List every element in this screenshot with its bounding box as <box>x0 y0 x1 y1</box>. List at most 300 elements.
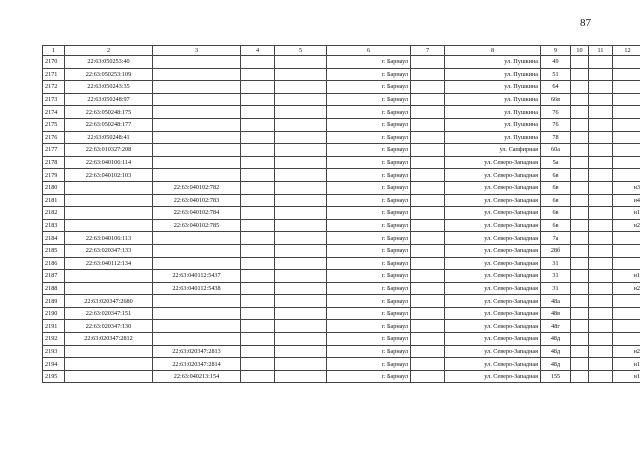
street-cell: ул. Северо-Западная <box>445 282 541 295</box>
table-row <box>43 257 640 270</box>
empty-cell <box>275 194 327 207</box>
empty-cell <box>571 68 589 81</box>
empty-cell <box>571 320 589 333</box>
premises-cell <box>613 244 640 257</box>
premises-cadastral-cell <box>153 93 241 106</box>
empty-cell <box>275 181 327 194</box>
empty-cell <box>275 295 327 308</box>
empty-cell <box>411 232 445 245</box>
street-cell: ул. Северо-Западная <box>445 181 541 194</box>
row-number: 2194 <box>43 358 65 371</box>
empty-cell <box>411 194 445 207</box>
empty-cell <box>241 345 275 358</box>
empty-cell <box>411 257 445 270</box>
empty-cell <box>589 358 613 371</box>
premises-cadastral-cell <box>153 81 241 94</box>
street-cell: ул. Сапфирная <box>445 144 541 157</box>
empty-cell <box>571 194 589 207</box>
cadastral-number-cell: 22:63:050253:109 <box>65 68 153 81</box>
empty-cell <box>275 56 327 69</box>
column-header: 8 <box>445 46 541 56</box>
city-cell: г. Барнаул <box>327 181 411 194</box>
column-header: 9 <box>541 46 571 56</box>
empty-cell <box>275 207 327 220</box>
house-number-cell: 51 <box>541 68 571 81</box>
house-number-cell: 5а <box>541 156 571 169</box>
street-cell: ул. Северо-Западная <box>445 345 541 358</box>
column-header: 1 <box>43 46 65 56</box>
empty-cell <box>241 207 275 220</box>
street-cell: ул. Пушкина <box>445 93 541 106</box>
empty-cell <box>275 307 327 320</box>
empty-cell <box>571 232 589 245</box>
premises-cell: н1 <box>613 207 640 220</box>
empty-cell <box>589 81 613 94</box>
house-number-cell: 6в <box>541 207 571 220</box>
city-cell: г. Барнаул <box>327 81 411 94</box>
empty-cell <box>589 320 613 333</box>
premises-cell <box>613 307 640 320</box>
city-cell: г. Барнаул <box>327 207 411 220</box>
empty-cell <box>275 118 327 131</box>
empty-cell <box>275 156 327 169</box>
cadastral-number-cell: 22:63:040106:113 <box>65 232 153 245</box>
empty-cell <box>275 144 327 157</box>
empty-cell <box>411 93 445 106</box>
street-cell: ул. Северо-Западная <box>445 244 541 257</box>
street-cell: ул. Пушкина <box>445 106 541 119</box>
premises-cell: н3 <box>613 181 640 194</box>
cadastral-number-cell <box>65 270 153 283</box>
row-number: 2191 <box>43 320 65 333</box>
premises-cell <box>613 106 640 119</box>
empty-cell <box>241 144 275 157</box>
table-row <box>43 144 640 157</box>
house-number-cell: 28б <box>541 244 571 257</box>
street-cell: ул. Северо-Западная <box>445 219 541 232</box>
empty-cell <box>411 68 445 81</box>
column-header: 11 <box>589 46 613 56</box>
empty-cell <box>589 333 613 346</box>
premises-cell: н1 <box>613 370 640 383</box>
column-header: 2 <box>65 46 153 56</box>
premises-cadastral-cell <box>153 320 241 333</box>
cadastral-number-cell <box>65 181 153 194</box>
house-number-cell: 6в <box>541 194 571 207</box>
empty-cell <box>571 181 589 194</box>
empty-cell <box>411 207 445 220</box>
premises-cell <box>613 81 640 94</box>
empty-cell <box>241 270 275 283</box>
empty-cell <box>241 333 275 346</box>
city-cell: г. Барнаул <box>327 370 411 383</box>
empty-cell <box>241 219 275 232</box>
street-cell: ул. Пушкина <box>445 56 541 69</box>
house-number-cell: 6в <box>541 219 571 232</box>
column-header: 3 <box>153 46 241 56</box>
cadastral-number-cell <box>65 358 153 371</box>
empty-cell <box>589 118 613 131</box>
table-row <box>43 106 640 119</box>
row-number: 2178 <box>43 156 65 169</box>
city-cell: г. Барнаул <box>327 194 411 207</box>
empty-cell <box>275 333 327 346</box>
empty-cell <box>571 106 589 119</box>
premises-cadastral-cell <box>153 56 241 69</box>
house-number-cell: 7а <box>541 232 571 245</box>
premises-cell <box>613 93 640 106</box>
city-cell: г. Барнаул <box>327 144 411 157</box>
row-number: 2171 <box>43 68 65 81</box>
city-cell: г. Барнаул <box>327 68 411 81</box>
empty-cell <box>589 232 613 245</box>
table-row <box>43 207 640 220</box>
table-row <box>43 345 640 358</box>
house-number-cell: 31 <box>541 257 571 270</box>
page-number: 87 <box>580 17 591 29</box>
empty-cell <box>589 169 613 182</box>
premises-cadastral-cell <box>153 156 241 169</box>
premises-cadastral-cell <box>153 295 241 308</box>
row-number: 2176 <box>43 131 65 144</box>
house-number-cell: 155 <box>541 370 571 383</box>
cadastral-number-cell: 22:63:050248:175 <box>65 106 153 119</box>
table-row <box>43 270 640 283</box>
cadastral-number-cell <box>65 370 153 383</box>
column-header: 5 <box>275 46 327 56</box>
empty-cell <box>275 345 327 358</box>
row-number: 2182 <box>43 207 65 220</box>
cadastral-number-cell <box>65 194 153 207</box>
empty-cell <box>275 282 327 295</box>
empty-cell <box>241 156 275 169</box>
premises-cadastral-cell: 22:63:040102:785 <box>153 219 241 232</box>
row-number: 2172 <box>43 81 65 94</box>
row-number: 2190 <box>43 307 65 320</box>
empty-cell <box>411 144 445 157</box>
empty-cell <box>241 169 275 182</box>
empty-cell <box>571 93 589 106</box>
street-cell: ул. Северо-Западная <box>445 257 541 270</box>
empty-cell <box>589 370 613 383</box>
premises-cell: н2 <box>613 345 640 358</box>
cadastral-number-cell: 22:63:050248:97 <box>65 93 153 106</box>
premises-cadastral-cell <box>153 169 241 182</box>
city-cell: г. Барнаул <box>327 219 411 232</box>
empty-cell <box>589 56 613 69</box>
empty-cell <box>589 156 613 169</box>
house-number-cell: 48в <box>541 307 571 320</box>
empty-cell <box>241 320 275 333</box>
city-cell: г. Барнаул <box>327 295 411 308</box>
cadastral-number-cell: 22:63:020347:2680 <box>65 295 153 308</box>
empty-cell <box>241 93 275 106</box>
empty-cell <box>241 307 275 320</box>
empty-cell <box>411 370 445 383</box>
empty-cell <box>571 282 589 295</box>
empty-cell <box>241 232 275 245</box>
empty-cell <box>411 295 445 308</box>
header-row <box>43 46 640 56</box>
column-header: 4 <box>241 46 275 56</box>
empty-cell <box>411 106 445 119</box>
premises-cell: н1 <box>613 270 640 283</box>
row-number: 2192 <box>43 333 65 346</box>
house-number-cell: 48г <box>541 320 571 333</box>
premises-cadastral-cell: 22:63:020347:2813 <box>153 345 241 358</box>
empty-cell <box>411 169 445 182</box>
empty-cell <box>571 118 589 131</box>
cadastral-number-cell: 22:63:050248:41 <box>65 131 153 144</box>
premises-cell <box>613 295 640 308</box>
row-number: 2188 <box>43 282 65 295</box>
city-cell: г. Барнаул <box>327 345 411 358</box>
table-row <box>43 244 640 257</box>
empty-cell <box>241 81 275 94</box>
street-cell: ул. Северо-Западная <box>445 169 541 182</box>
premises-cadastral-cell <box>153 118 241 131</box>
cadastral-number-cell: 22:63:050248:177 <box>65 118 153 131</box>
premises-cell <box>613 56 640 69</box>
table-row <box>43 333 640 346</box>
empty-cell <box>411 345 445 358</box>
empty-cell <box>589 207 613 220</box>
row-number: 2179 <box>43 169 65 182</box>
premises-cadastral-cell <box>153 307 241 320</box>
table-body <box>43 56 640 383</box>
empty-cell <box>589 144 613 157</box>
house-number-cell: 6в <box>541 181 571 194</box>
city-cell: г. Барнаул <box>327 156 411 169</box>
house-number-cell: 48а <box>541 295 571 308</box>
cadastral-number-cell: 22:63:020347:133 <box>65 244 153 257</box>
street-cell: ул. Северо-Западная <box>445 232 541 245</box>
empty-cell <box>241 56 275 69</box>
premises-cell <box>613 68 640 81</box>
empty-cell <box>241 181 275 194</box>
table-row <box>43 320 640 333</box>
empty-cell <box>589 295 613 308</box>
empty-cell <box>411 156 445 169</box>
premises-cadastral-cell <box>153 131 241 144</box>
premises-cell <box>613 333 640 346</box>
premises-cadastral-cell: 22:63:040102:783 <box>153 194 241 207</box>
empty-cell <box>275 169 327 182</box>
empty-cell <box>571 358 589 371</box>
empty-cell <box>411 81 445 94</box>
street-cell: ул. Пушкина <box>445 131 541 144</box>
empty-cell <box>589 270 613 283</box>
street-cell: ул. Северо-Западная <box>445 194 541 207</box>
empty-cell <box>411 118 445 131</box>
empty-cell <box>275 219 327 232</box>
house-number-cell: 31 <box>541 282 571 295</box>
table-row <box>43 118 640 131</box>
city-cell: г. Барнаул <box>327 270 411 283</box>
empty-cell <box>411 333 445 346</box>
cadastral-number-cell: 22:63:050253:40 <box>65 56 153 69</box>
city-cell: г. Барнаул <box>327 320 411 333</box>
city-cell: г. Барнаул <box>327 106 411 119</box>
empty-cell <box>589 106 613 119</box>
empty-cell <box>241 257 275 270</box>
premises-cadastral-cell <box>153 68 241 81</box>
row-number: 2181 <box>43 194 65 207</box>
empty-cell <box>411 270 445 283</box>
row-number: 2189 <box>43 295 65 308</box>
table-row <box>43 93 640 106</box>
premises-cell: н1 <box>613 358 640 371</box>
cadastral-number-cell: 22:63:050243:35 <box>65 81 153 94</box>
premises-cell: н2 <box>613 282 640 295</box>
empty-cell <box>275 131 327 144</box>
street-cell: ул. Северо-Западная <box>445 270 541 283</box>
city-cell: г. Барнаул <box>327 93 411 106</box>
empty-cell <box>571 370 589 383</box>
cadastral-number-cell: 22:63:040102:103 <box>65 169 153 182</box>
row-number: 2175 <box>43 118 65 131</box>
empty-cell <box>571 307 589 320</box>
column-header: 10 <box>571 46 589 56</box>
empty-cell <box>275 320 327 333</box>
empty-cell <box>589 131 613 144</box>
empty-cell <box>241 106 275 119</box>
table-row <box>43 169 640 182</box>
row-number: 2184 <box>43 232 65 245</box>
empty-cell <box>571 295 589 308</box>
street-cell: ул. Северо-Западная <box>445 370 541 383</box>
table-row <box>43 56 640 69</box>
empty-cell <box>241 370 275 383</box>
cadastral-number-cell: 22:63:020347:130 <box>65 320 153 333</box>
table-row <box>43 295 640 308</box>
cadastral-number-cell: 22:63:010327:208 <box>65 144 153 157</box>
row-number: 2180 <box>43 181 65 194</box>
row-number: 2177 <box>43 144 65 157</box>
row-number: 2174 <box>43 106 65 119</box>
premises-cadastral-cell: 22:63:020347:2814 <box>153 358 241 371</box>
cadastral-number-cell: 22:63:040112:134 <box>65 257 153 270</box>
house-number-cell: 48д <box>541 358 571 371</box>
street-cell: ул. Северо-Западная <box>445 207 541 220</box>
empty-cell <box>571 333 589 346</box>
house-number-cell: 66в <box>541 93 571 106</box>
street-cell: ул. Северо-Западная <box>445 295 541 308</box>
table-row <box>43 358 640 371</box>
cadastral-number-cell: 22:63:020347:2812 <box>65 333 153 346</box>
row-number: 2170 <box>43 56 65 69</box>
house-number-cell: 78 <box>541 131 571 144</box>
house-number-cell: 6в <box>541 169 571 182</box>
premises-cell <box>613 144 640 157</box>
table-row <box>43 219 640 232</box>
empty-cell <box>589 93 613 106</box>
empty-cell <box>571 81 589 94</box>
cadastral-number-cell <box>65 282 153 295</box>
empty-cell <box>571 345 589 358</box>
empty-cell <box>411 219 445 232</box>
city-cell: г. Барнаул <box>327 169 411 182</box>
cadastral-number-cell <box>65 207 153 220</box>
table-row <box>43 156 640 169</box>
house-number-cell: 60а <box>541 144 571 157</box>
city-cell: г. Барнаул <box>327 118 411 131</box>
empty-cell <box>571 144 589 157</box>
empty-cell <box>571 207 589 220</box>
row-number: 2187 <box>43 270 65 283</box>
premises-cell <box>613 320 640 333</box>
premises-cadastral-cell <box>153 333 241 346</box>
empty-cell <box>275 93 327 106</box>
street-cell: ул. Пушкина <box>445 68 541 81</box>
street-cell: ул. Северо-Западная <box>445 333 541 346</box>
premises-cell: н4 <box>613 194 640 207</box>
premises-cell <box>613 169 640 182</box>
empty-cell <box>571 244 589 257</box>
row-number: 2173 <box>43 93 65 106</box>
city-cell: г. Барнаул <box>327 358 411 371</box>
house-number-cell: 49 <box>541 56 571 69</box>
empty-cell <box>275 370 327 383</box>
empty-cell <box>241 194 275 207</box>
house-number-cell: 48д <box>541 345 571 358</box>
street-cell: ул. Северо-Западная <box>445 156 541 169</box>
city-cell: г. Барнаул <box>327 131 411 144</box>
premises-cell <box>613 232 640 245</box>
empty-cell <box>589 194 613 207</box>
empty-cell <box>589 345 613 358</box>
empty-cell <box>241 244 275 257</box>
premises-cadastral-cell: 22:63:040102:782 <box>153 181 241 194</box>
table-row <box>43 181 640 194</box>
table-row <box>43 282 640 295</box>
row-number: 2183 <box>43 219 65 232</box>
empty-cell <box>275 232 327 245</box>
empty-cell <box>411 320 445 333</box>
column-header: 6 <box>327 46 411 56</box>
empty-cell <box>589 282 613 295</box>
row-number: 2195 <box>43 370 65 383</box>
house-number-cell: 31 <box>541 270 571 283</box>
street-cell: ул. Северо-Западная <box>445 358 541 371</box>
empty-cell <box>411 56 445 69</box>
premises-cadastral-cell <box>153 257 241 270</box>
empty-cell <box>589 181 613 194</box>
premises-cadastral-cell <box>153 232 241 245</box>
row-number: 2186 <box>43 257 65 270</box>
empty-cell <box>241 68 275 81</box>
empty-cell <box>411 282 445 295</box>
table-row <box>43 131 640 144</box>
empty-cell <box>571 219 589 232</box>
empty-cell <box>571 270 589 283</box>
cadastral-number-cell: 22:63:040106:114 <box>65 156 153 169</box>
empty-cell <box>411 131 445 144</box>
empty-cell <box>241 295 275 308</box>
empty-cell <box>589 244 613 257</box>
premises-cell <box>613 118 640 131</box>
premises-cell <box>613 131 640 144</box>
empty-cell <box>589 257 613 270</box>
house-number-cell: 64 <box>541 81 571 94</box>
table-row <box>43 194 640 207</box>
cadastral-number-cell <box>65 219 153 232</box>
city-cell: г. Барнаул <box>327 282 411 295</box>
table-row <box>43 370 640 383</box>
premises-cadastral-cell: 22:63:040112:5438 <box>153 282 241 295</box>
empty-cell <box>275 270 327 283</box>
empty-cell <box>241 131 275 144</box>
